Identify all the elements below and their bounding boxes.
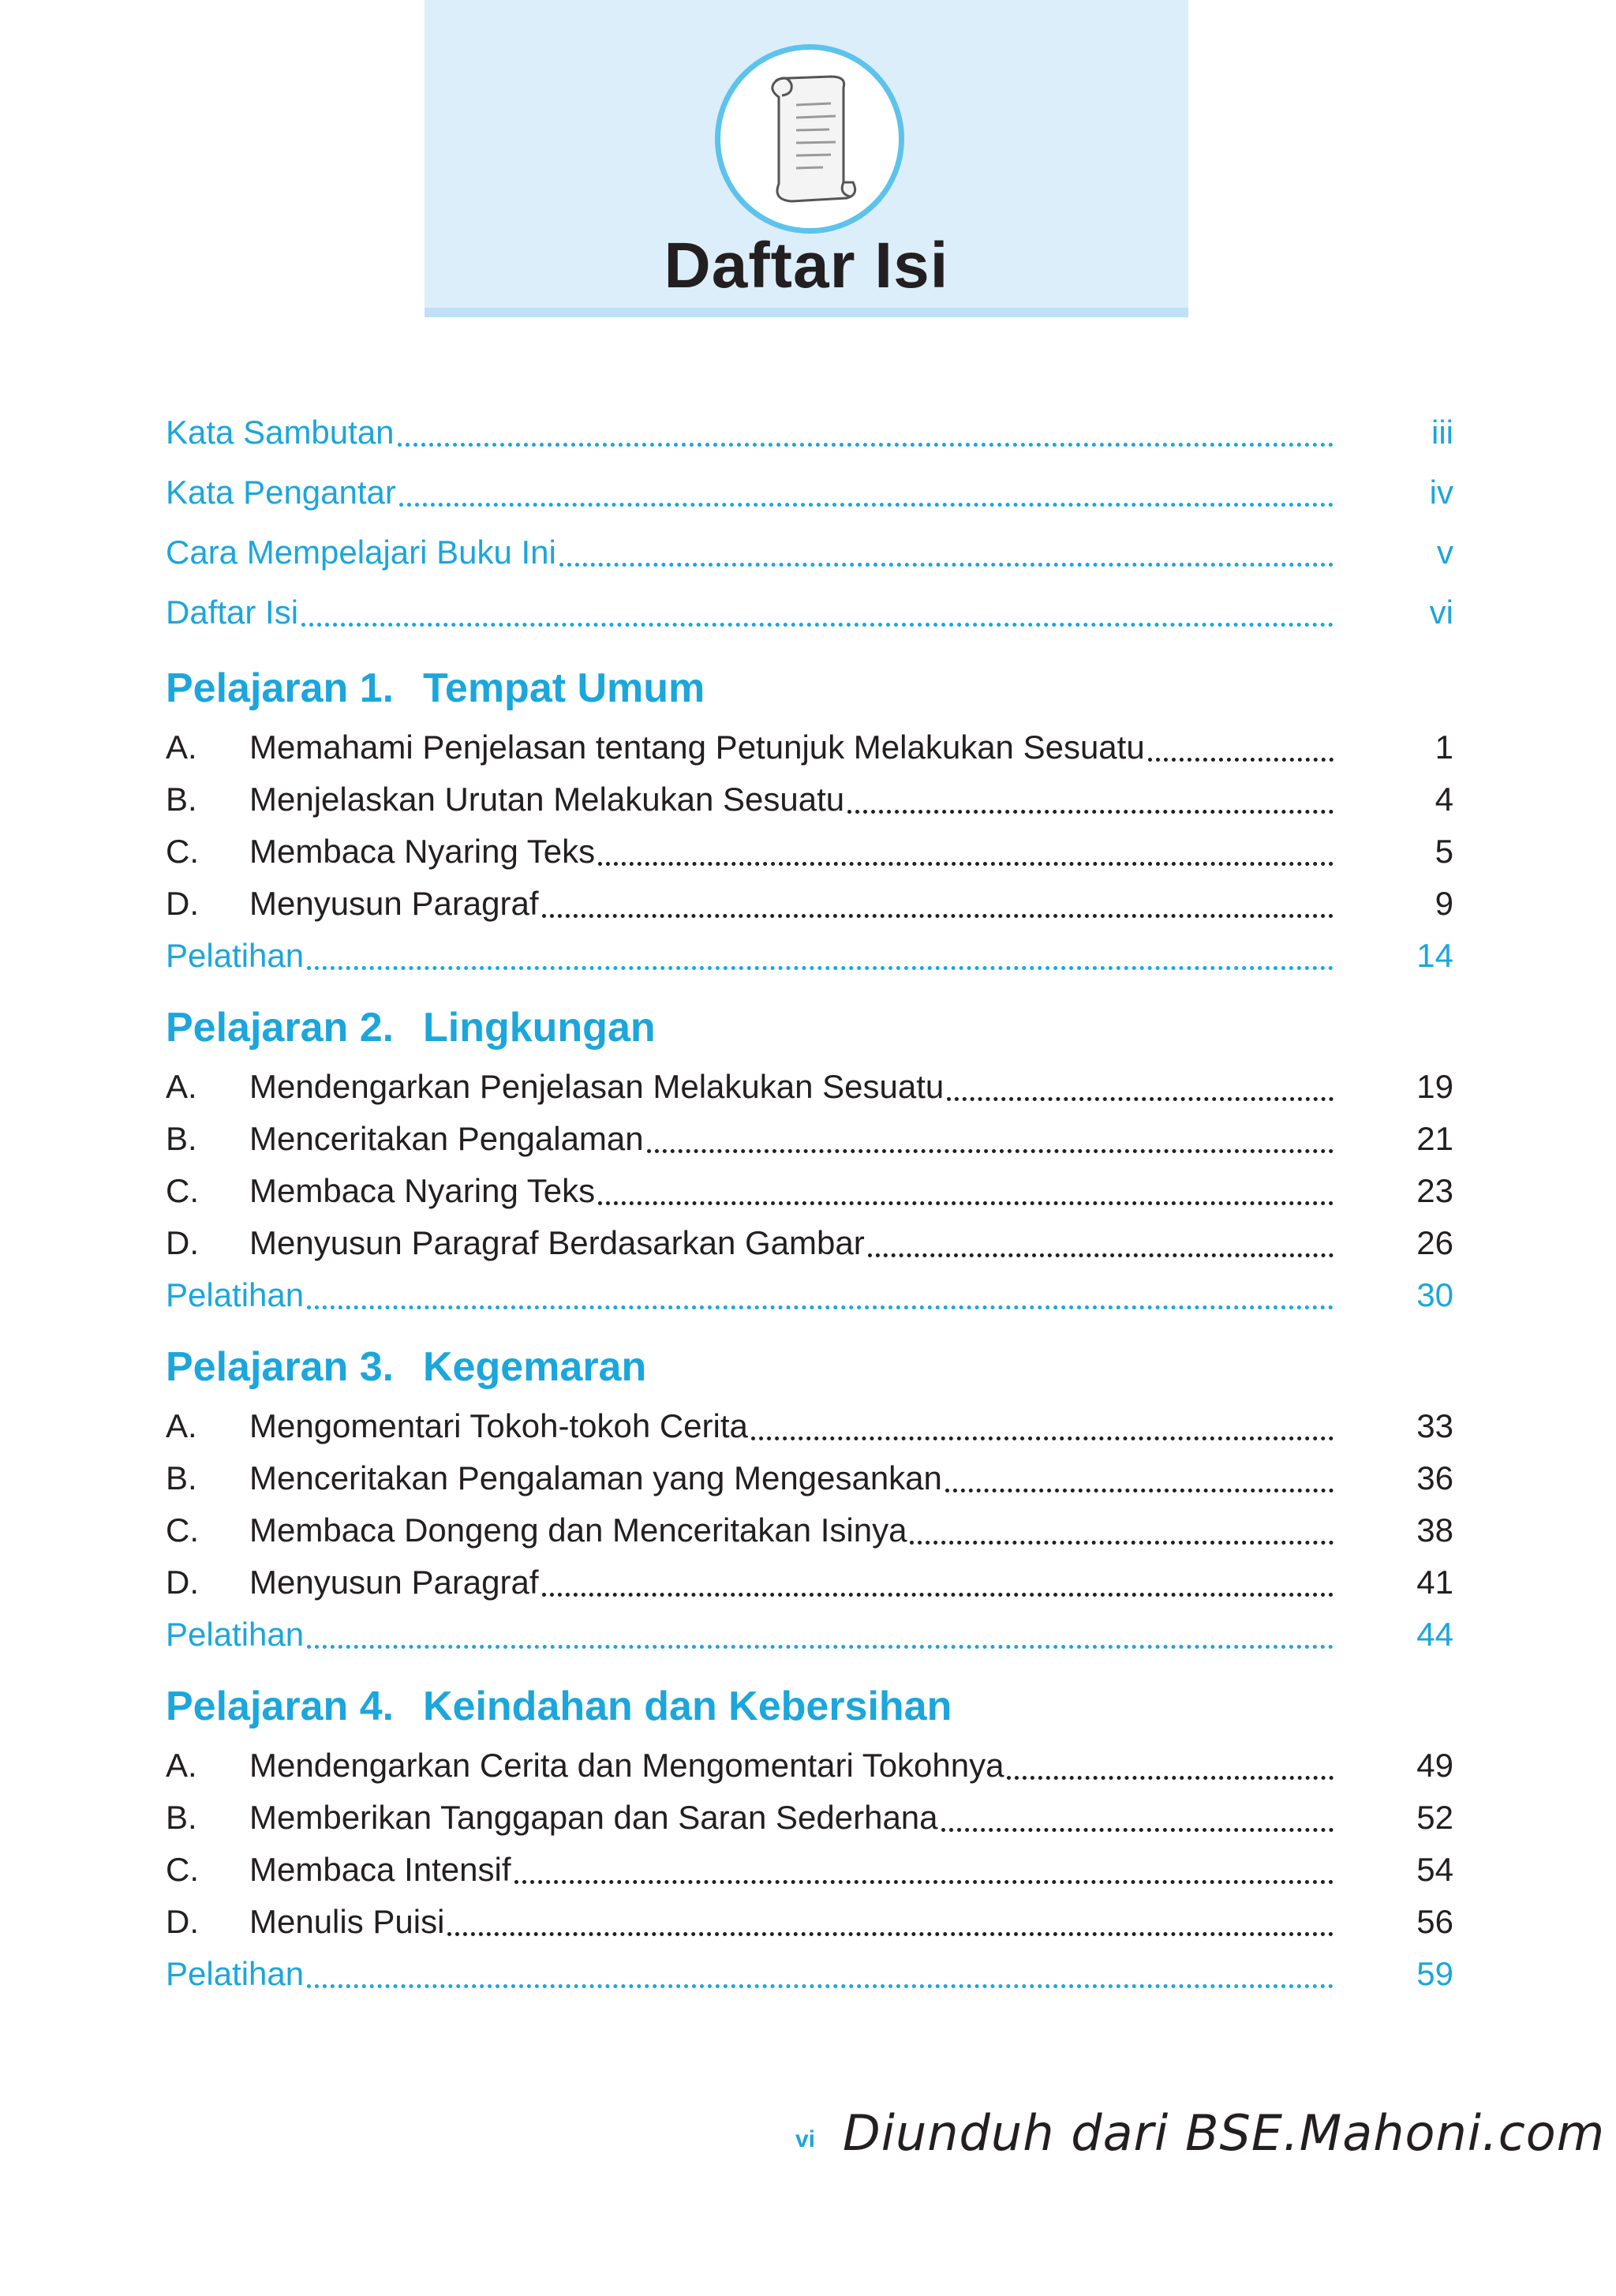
entry-letter: C. — [166, 833, 199, 870]
leader-dots — [307, 966, 1334, 970]
toc-entry-front-3[interactable] — [166, 522, 1453, 582]
leader-dots — [301, 623, 1334, 627]
toc-entry[interactable] — [166, 1400, 1453, 1452]
entry-text: Kata Pengantar — [166, 474, 396, 511]
entry-page: 23 — [1416, 1172, 1453, 1209]
toc-entry-front-2[interactable] — [166, 463, 1453, 522]
entry-text: Mendengarkan Cerita dan Mengomentari Tokohnya — [249, 1747, 1004, 1784]
lesson-heading[interactable] — [166, 982, 1453, 1061]
leader-dots — [399, 503, 1334, 507]
scroll-icon — [715, 44, 904, 234]
toc-entry-exercise[interactable] — [166, 930, 1453, 982]
entry-page: 1 — [1435, 729, 1453, 766]
entry-text: Mengomentari Tokoh-tokoh Cerita — [249, 1407, 748, 1444]
lesson-title: Keindahan dan Kebersihan — [423, 1684, 952, 1729]
leader-dots — [307, 1984, 1334, 1988]
leader-dots — [947, 1097, 1334, 1101]
entry-text: Pelatihan — [166, 1616, 305, 1653]
entry-letter: D. — [166, 1564, 199, 1601]
entry-page: 44 — [1416, 1616, 1453, 1653]
toc-entry[interactable] — [166, 826, 1453, 878]
leader-dots — [945, 1489, 1334, 1493]
entry-page: 56 — [1416, 1903, 1453, 1940]
leader-dots — [598, 862, 1334, 866]
entry-letter: C. — [166, 1511, 199, 1549]
lesson-heading[interactable] — [166, 642, 1453, 721]
entry-page: 38 — [1416, 1511, 1453, 1549]
entry-letter: C. — [166, 1172, 199, 1209]
leader-dots — [1148, 758, 1334, 762]
entry-letter: D. — [166, 1903, 199, 1940]
lesson-title: Tempat Umum — [423, 665, 705, 711]
entry-letter: A. — [166, 1407, 197, 1444]
toc-entry[interactable] — [166, 1792, 1453, 1844]
lesson-title: Lingkungan — [423, 1005, 656, 1051]
entry-page: 30 — [1416, 1276, 1453, 1313]
entry-page: 36 — [1416, 1459, 1453, 1496]
entry-letter: B. — [166, 1459, 197, 1496]
toc-entry[interactable] — [166, 773, 1453, 826]
leader-dots — [542, 914, 1334, 918]
entry-page: 9 — [1435, 885, 1453, 922]
entry-page: 54 — [1416, 1851, 1453, 1888]
lesson-heading[interactable] — [166, 1661, 1453, 1740]
entry-text: Daftar Isi — [166, 594, 299, 631]
entry-text: Menyusun Paragraf Berdasarkan Gambar — [249, 1224, 865, 1261]
toc-entry[interactable] — [166, 1061, 1453, 1113]
lesson-number: Pelajaran 1. — [166, 665, 395, 711]
leader-dots — [1007, 1776, 1334, 1780]
entry-page: 59 — [1416, 1955, 1453, 1992]
lesson-number: Pelajaran 2. — [166, 1005, 395, 1051]
toc-entry[interactable] — [166, 721, 1453, 773]
leader-dots — [307, 1305, 1334, 1309]
entry-letter: B. — [166, 1799, 197, 1836]
entry-page: 19 — [1416, 1068, 1453, 1105]
lesson-title: Kegemaran — [423, 1344, 647, 1390]
entry-text: Memahami Penjelasan tentang Petunjuk Melakukan Sesuatu — [249, 729, 1145, 766]
entry-text: Pelatihan — [166, 1955, 305, 1992]
leader-dots — [910, 1541, 1334, 1545]
entry-page: iii — [1431, 414, 1453, 451]
entry-letter: B. — [166, 781, 197, 818]
lesson-heading[interactable] — [166, 1321, 1453, 1400]
entry-letter: D. — [166, 885, 199, 922]
toc-entry[interactable] — [166, 1896, 1453, 1948]
entry-text: Membaca Nyaring Teks — [249, 833, 596, 870]
entry-page: 52 — [1416, 1799, 1453, 1836]
leader-dots — [398, 443, 1334, 447]
entry-page: 4 — [1435, 781, 1453, 818]
toc-entry[interactable] — [166, 1556, 1453, 1609]
toc-entry-exercise[interactable] — [166, 1609, 1453, 1661]
entry-page: v — [1437, 534, 1453, 571]
entry-page: 5 — [1435, 833, 1453, 870]
toc-entry[interactable] — [166, 1452, 1453, 1504]
source-watermark: Diunduh dari BSE.Mahoni.com — [843, 2104, 1606, 2162]
entry-text: Memberikan Tanggapan dan Saran Sederhana — [249, 1799, 938, 1836]
entry-text: Membaca Nyaring Teks — [249, 1172, 596, 1209]
page-title: Daftar Isi — [664, 230, 949, 302]
toc-entry[interactable] — [166, 878, 1453, 930]
entry-page: 14 — [1416, 937, 1453, 974]
entry-text: Menyusun Paragraf — [249, 1564, 539, 1601]
entry-letter: A. — [166, 1747, 197, 1784]
lesson-number: Pelajaran 4. — [166, 1684, 395, 1729]
lesson-number: Pelajaran 3. — [166, 1344, 395, 1390]
leader-dots — [542, 1593, 1334, 1597]
entry-page: 26 — [1416, 1224, 1453, 1261]
entry-text: Kata Sambutan — [166, 414, 395, 451]
toc-entry-exercise[interactable] — [166, 1948, 1453, 2000]
entry-letter: A. — [166, 729, 197, 766]
leader-dots — [559, 563, 1334, 567]
entry-text: Cara Mempelajari Buku Ini — [166, 534, 556, 571]
entry-page: 33 — [1416, 1407, 1453, 1444]
entry-page: iv — [1429, 474, 1453, 511]
entry-text: Menulis Puisi — [249, 1903, 445, 1940]
leader-dots — [751, 1436, 1334, 1440]
leader-dots — [868, 1253, 1334, 1257]
toc-entry-front-4[interactable] — [166, 582, 1453, 642]
leader-dots — [447, 1932, 1334, 1936]
entry-text: Membaca Dongeng dan Menceritakan Isinya — [249, 1511, 907, 1549]
entry-text: Mendengarkan Penjelasan Melakukan Sesuatu — [249, 1068, 945, 1105]
entry-page: 41 — [1416, 1564, 1453, 1601]
leader-dots — [514, 1880, 1334, 1884]
toc-entry[interactable] — [166, 1165, 1453, 1217]
leader-dots — [847, 810, 1334, 814]
table-of-contents — [166, 403, 1453, 2000]
leader-dots — [647, 1149, 1334, 1153]
toc-entry-front-1[interactable] — [166, 403, 1453, 463]
toc-entry-exercise[interactable] — [166, 1269, 1453, 1321]
entry-text: Menjelaskan Urutan Melakukan Sesuatu — [249, 781, 845, 818]
entry-text: Menyusun Paragraf — [249, 885, 539, 922]
entry-letter: D. — [166, 1224, 199, 1261]
entry-page: 21 — [1416, 1120, 1453, 1157]
toc-entry[interactable] — [166, 1844, 1453, 1896]
leader-dots — [307, 1645, 1334, 1649]
toc-entry[interactable] — [166, 1217, 1453, 1269]
page-number: vi — [795, 2126, 816, 2152]
entry-page: 49 — [1416, 1747, 1453, 1784]
entry-letter: A. — [166, 1068, 197, 1105]
toc-entry[interactable] — [166, 1504, 1453, 1556]
entry-page: vi — [1429, 594, 1453, 631]
toc-entry[interactable] — [166, 1740, 1453, 1792]
entry-text: Menceritakan Pengalaman — [249, 1120, 644, 1157]
entry-letter: C. — [166, 1851, 199, 1888]
entry-text: Pelatihan — [166, 937, 305, 974]
leader-dots — [941, 1828, 1334, 1832]
entry-text: Membaca Intensif — [249, 1851, 511, 1888]
entry-text: Menceritakan Pengalaman yang Mengesankan — [249, 1459, 942, 1496]
entry-text: Pelatihan — [166, 1276, 305, 1313]
entry-letter: B. — [166, 1120, 197, 1157]
leader-dots — [598, 1201, 1334, 1205]
toc-entry[interactable] — [166, 1113, 1453, 1165]
